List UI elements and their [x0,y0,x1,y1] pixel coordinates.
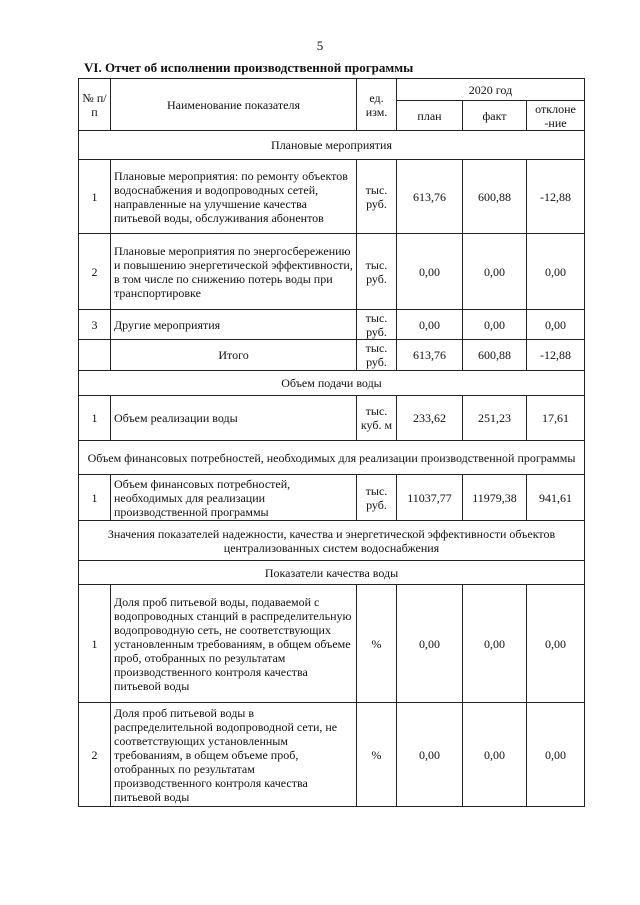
row-plan: 0,00 [397,310,463,340]
table-row [79,310,585,340]
row-fact: 251,23 [463,396,527,441]
section-volume-title: Объем подачи воды [79,371,585,396]
section-finance [79,441,585,475]
row-plan: 233,62 [397,396,463,441]
row-name: Плановые мероприятия по энергосбережению и повышению энергетической эффективности, в том числе по снижению потерь воды при транспортировке [111,234,357,310]
row-unit: тыс. руб. [357,340,397,371]
row-unit: тыс. куб. м [357,396,397,441]
row-plan: 613,76 [397,160,463,234]
row-plan: 11037,77 [397,475,463,521]
header-num: № п/п [79,79,111,131]
header-name: Наименование показателя [111,79,357,131]
table-row [79,585,585,703]
row-deviation: 0,00 [527,310,585,340]
row-deviation: -12,88 [527,340,585,371]
row-fact: 0,00 [463,234,527,310]
row-deviation: 0,00 [527,703,585,807]
row-fact: 0,00 [463,585,527,703]
section-quality-title: Показатели качества воды [79,561,585,585]
row-plan: 613,76 [397,340,463,371]
row-fact: 11979,38 [463,475,527,521]
table-row [79,160,585,234]
header-fact: факт [463,101,527,131]
header-deviation: отклоне -ние [527,101,585,131]
row-deviation: 941,61 [527,475,585,521]
section-finance-title: Объем финансовых потребностей, необходимых для реализации производственной программы [79,441,585,475]
row-name: Доля проб питьевой воды, подаваемой с водопроводных станций в распределительную водопроводную сеть, не соответствующих установленным требованиям, в общем объеме проб, отобранных по результатам производственного контроля качества питьевой воды [111,585,357,703]
row-fact: 0,00 [463,703,527,807]
row-deviation: 0,00 [527,585,585,703]
table-row [79,475,585,521]
row-name: Доля проб питьевой воды в распределительной водопроводной сети, не соответствующих установленным требованиям, в общем объеме проб, отобранных по результатам производственного контроля качества питьевой воды [111,703,357,807]
row-plan: 0,00 [397,585,463,703]
section-reliability-title: Значения показателей надежности, качества и энергетической эффективности объектов централизованных систем водоснабжения [79,521,585,561]
row-num: 1 [79,585,111,703]
row-fact: 0,00 [463,310,527,340]
section-planned-title: Плановые мероприятия [79,131,585,160]
table-row [79,703,585,807]
row-unit: % [357,585,397,703]
row-deviation: -12,88 [527,160,585,234]
row-name: Объем финансовых потребностей, необходимых для реализации производственной программы [111,475,357,521]
section-reliability [79,521,585,561]
production-program-report-table [78,78,585,807]
row-fact: 600,88 [463,160,527,234]
row-unit: тыс. руб. [357,160,397,234]
row-num: 2 [79,703,111,807]
total-row [79,340,585,371]
total-label: Итого [111,340,357,371]
row-name: Другие мероприятия [111,310,357,340]
row-name: Объем реализации воды [111,396,357,441]
header-unit: ед. изм. [357,79,397,131]
row-name: Плановые мероприятия: по ремонту объектов водоснабжения и водопроводных сетей, направленные на улучшение качества питьевой воды, обслуживания абонентов [111,160,357,234]
row-plan: 0,00 [397,703,463,807]
row-num: 3 [79,310,111,340]
table-row [79,234,585,310]
row-unit: % [357,703,397,807]
row-num: 1 [79,475,111,521]
section-planned [79,131,585,160]
row-deviation: 0,00 [527,234,585,310]
header-row-1 [79,79,585,101]
row-num [79,340,111,371]
page-number: 5 [316,38,324,53]
table-row [79,396,585,441]
row-unit: тыс. руб. [357,234,397,310]
header-plan: план [397,101,463,131]
row-fact: 600,88 [463,340,527,371]
row-plan: 0,00 [397,234,463,310]
section-title: VI. Отчет об исполнении производственной программы [84,60,414,75]
row-num: 1 [79,396,111,441]
row-num: 2 [79,234,111,310]
section-quality [79,561,585,585]
row-unit: тыс. руб. [357,310,397,340]
header-year: 2020 год [397,79,585,101]
row-unit: тыс. руб. [357,475,397,521]
row-num: 1 [79,160,111,234]
row-deviation: 17,61 [527,396,585,441]
section-volume [79,371,585,396]
